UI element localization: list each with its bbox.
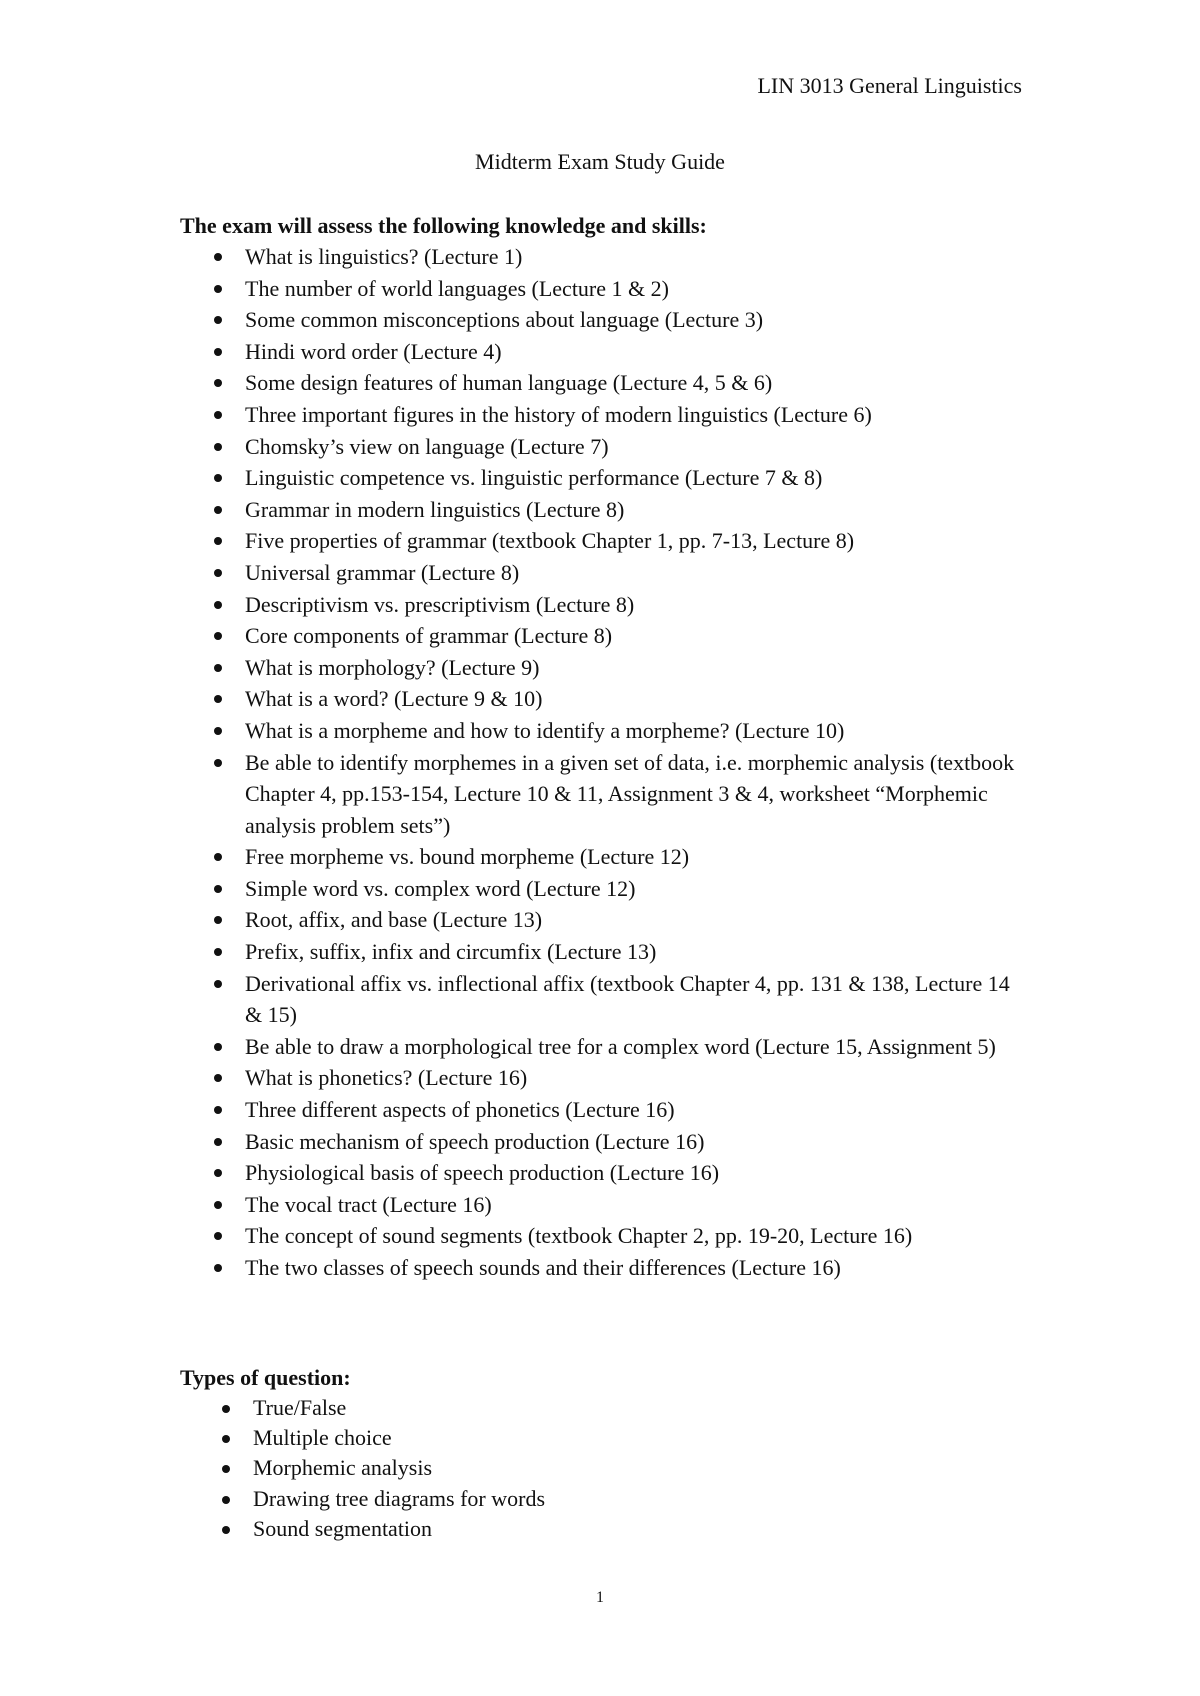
question-types-heading: Types of question: — [180, 1365, 351, 1390]
list-item — [180, 620, 1020, 652]
bullet-icon — [214, 885, 222, 893]
list-item-text: Core components of grammar (Lecture 8) — [245, 623, 613, 649]
bullet-icon — [214, 948, 222, 956]
bullet-icon — [214, 916, 222, 924]
list-item-text: Free morpheme vs. bound morpheme (Lecture 12) — [245, 844, 690, 870]
bullet-icon — [214, 411, 222, 419]
bullet-icon — [214, 1201, 222, 1209]
bullet-icon — [214, 348, 222, 356]
bullet-icon — [214, 379, 222, 387]
bullet-icon — [214, 285, 222, 293]
list-item-text: Morphemic analysis — [253, 1455, 433, 1481]
list-item — [180, 525, 1020, 557]
list-item — [180, 367, 1020, 399]
list-item — [180, 1423, 1020, 1453]
running-header-course: LIN 3013 General Linguistics — [757, 73, 1022, 98]
bullet-icon — [222, 1435, 230, 1443]
list-item-text: What is a word? (Lecture 9 & 10) — [245, 686, 543, 712]
list-item — [180, 968, 1020, 1031]
bullet-icon — [214, 1138, 222, 1146]
list-item — [180, 1453, 1020, 1483]
list-item-text: True/False — [253, 1395, 347, 1420]
list-item — [180, 1126, 1020, 1158]
list-item — [180, 494, 1020, 526]
list-item — [180, 557, 1020, 589]
bullet-icon — [214, 727, 222, 735]
skills-heading: The exam will assess the following knowledge and skills: — [180, 213, 707, 238]
question-types-section — [180, 1363, 1020, 1544]
list-item-text: Some common misconceptions about language (Lecture 3) — [245, 307, 764, 333]
list-item — [180, 1252, 1020, 1284]
list-item — [180, 1393, 1020, 1423]
bullet-icon — [214, 664, 222, 672]
list-item — [180, 747, 1020, 842]
list-item-text: Prefix, suffix, infix and circumfix (Lecture 13) — [245, 939, 657, 965]
list-item — [180, 241, 1020, 273]
bullet-icon — [222, 1526, 230, 1534]
question-types-list — [180, 1393, 1020, 1544]
list-item — [180, 715, 1020, 747]
bullet-icon — [222, 1465, 230, 1473]
bullet-icon — [214, 537, 222, 545]
list-item-text: Be able to draw a morphological tree for a complex word (Lecture 15, Assignment 5) — [245, 1033, 996, 1059]
list-item-text: Three important figures in the history of modern linguistics (Lecture 6) — [245, 401, 872, 427]
bullet-icon — [222, 1496, 230, 1504]
list-item — [180, 431, 1020, 463]
list-item — [180, 1157, 1020, 1189]
list-item-text: Grammar in modern linguistics (Lecture 8) — [245, 496, 625, 522]
list-item-text: Some design features of human language (Lecture 4, 5 & 6) — [245, 370, 773, 396]
list-item — [180, 1031, 1020, 1063]
list-item — [180, 683, 1020, 715]
list-item — [180, 462, 1020, 494]
list-item-text: What is a morpheme and how to identify a morpheme? (Lecture 10) — [245, 717, 845, 743]
list-item — [180, 841, 1020, 873]
bullet-icon — [214, 1232, 222, 1240]
list-item-text: Three different aspects of phonetics (Lecture 16) — [245, 1097, 675, 1123]
list-item-text: Hindi word order (Lecture 4) — [245, 338, 502, 364]
bullet-icon — [214, 474, 222, 482]
list-item — [180, 904, 1020, 936]
bullet-icon — [214, 1264, 222, 1272]
list-item — [180, 1220, 1020, 1252]
list-item — [180, 652, 1020, 684]
list-item-text: The two classes of speech sounds and their differences (Lecture 16) — [245, 1255, 841, 1280]
list-item-text: What is phonetics? (Lecture 16) — [245, 1065, 528, 1091]
list-item-text: Basic mechanism of speech production (Lecture 16) — [245, 1128, 705, 1154]
list-item — [180, 1062, 1020, 1094]
list-item — [180, 1189, 1020, 1221]
list-item — [180, 273, 1020, 305]
skills-section — [180, 211, 1020, 1284]
list-item-text: Derivational affix vs. inflectional affix (textbook Chapter 4, pp. 131 & 138, Lecture 14 & 15) — [245, 970, 1010, 1028]
bullet-icon — [214, 253, 222, 261]
bullet-icon — [214, 316, 222, 324]
bullet-icon — [214, 506, 222, 514]
list-item-text: Linguistic competence vs. linguistic performance (Lecture 7 & 8) — [245, 465, 823, 491]
list-item-text: Be able to identify morphemes in a given set of data, i.e. morphemic analysis (textbook Chapter 4, pp.153-154, Lecture 10 & 11, Assignment 3 & 4, worksheet “Morphemic analysis problem sets”) — [245, 749, 1015, 838]
page-number: 1 — [596, 1589, 604, 1606]
list-item-text: Drawing tree diagrams for words — [253, 1485, 546, 1511]
list-item-text: Sound segmentation — [253, 1515, 433, 1541]
bullet-icon — [214, 1106, 222, 1114]
list-item — [180, 399, 1020, 431]
bullet-icon — [214, 443, 222, 451]
bullet-icon — [214, 1043, 222, 1051]
bullet-icon — [214, 759, 222, 767]
list-item-text: Five properties of grammar (textbook Chapter 1, pp. 7-13, Lecture 8) — [245, 528, 855, 554]
document-title: Midterm Exam Study Guide — [475, 149, 725, 174]
bullet-icon — [222, 1405, 230, 1413]
bullet-icon — [214, 1169, 222, 1177]
list-item-text: Simple word vs. complex word (Lecture 12) — [245, 875, 636, 901]
list-item-text: Physiological basis of speech production (Lecture 16) — [245, 1160, 720, 1186]
list-item-text: Root, affix, and base (Lecture 13) — [245, 907, 543, 933]
list-item-text: Multiple choice — [253, 1425, 392, 1451]
list-item-text: The number of world languages (Lecture 1 & 2) — [245, 275, 669, 301]
list-item-text: What is linguistics? (Lecture 1) — [245, 244, 523, 269]
list-item-text: What is morphology? (Lecture 9) — [245, 654, 540, 680]
bullet-icon — [214, 980, 222, 988]
list-item — [180, 304, 1020, 336]
list-item-text: Chomsky’s view on language (Lecture 7) — [245, 433, 609, 459]
skills-list — [180, 241, 1020, 1284]
list-item — [180, 873, 1020, 905]
bullet-icon — [214, 601, 222, 609]
list-item — [180, 589, 1020, 621]
list-item-text: Descriptivism vs. prescriptivism (Lecture 8) — [245, 591, 635, 617]
bullet-icon — [214, 695, 222, 703]
list-item-text: The concept of sound segments (textbook Chapter 2, pp. 19-20, Lecture 16) — [245, 1223, 913, 1249]
bullet-icon — [214, 1074, 222, 1082]
list-item-text: Universal grammar (Lecture 8) — [245, 559, 520, 585]
list-item — [180, 936, 1020, 968]
list-item — [180, 1484, 1020, 1514]
list-item — [180, 1514, 1020, 1544]
bullet-icon — [214, 569, 222, 577]
list-item — [180, 336, 1020, 368]
list-item-text: The vocal tract (Lecture 16) — [245, 1191, 492, 1217]
bullet-icon — [214, 632, 222, 640]
list-item — [180, 1094, 1020, 1126]
bullet-icon — [214, 853, 222, 861]
